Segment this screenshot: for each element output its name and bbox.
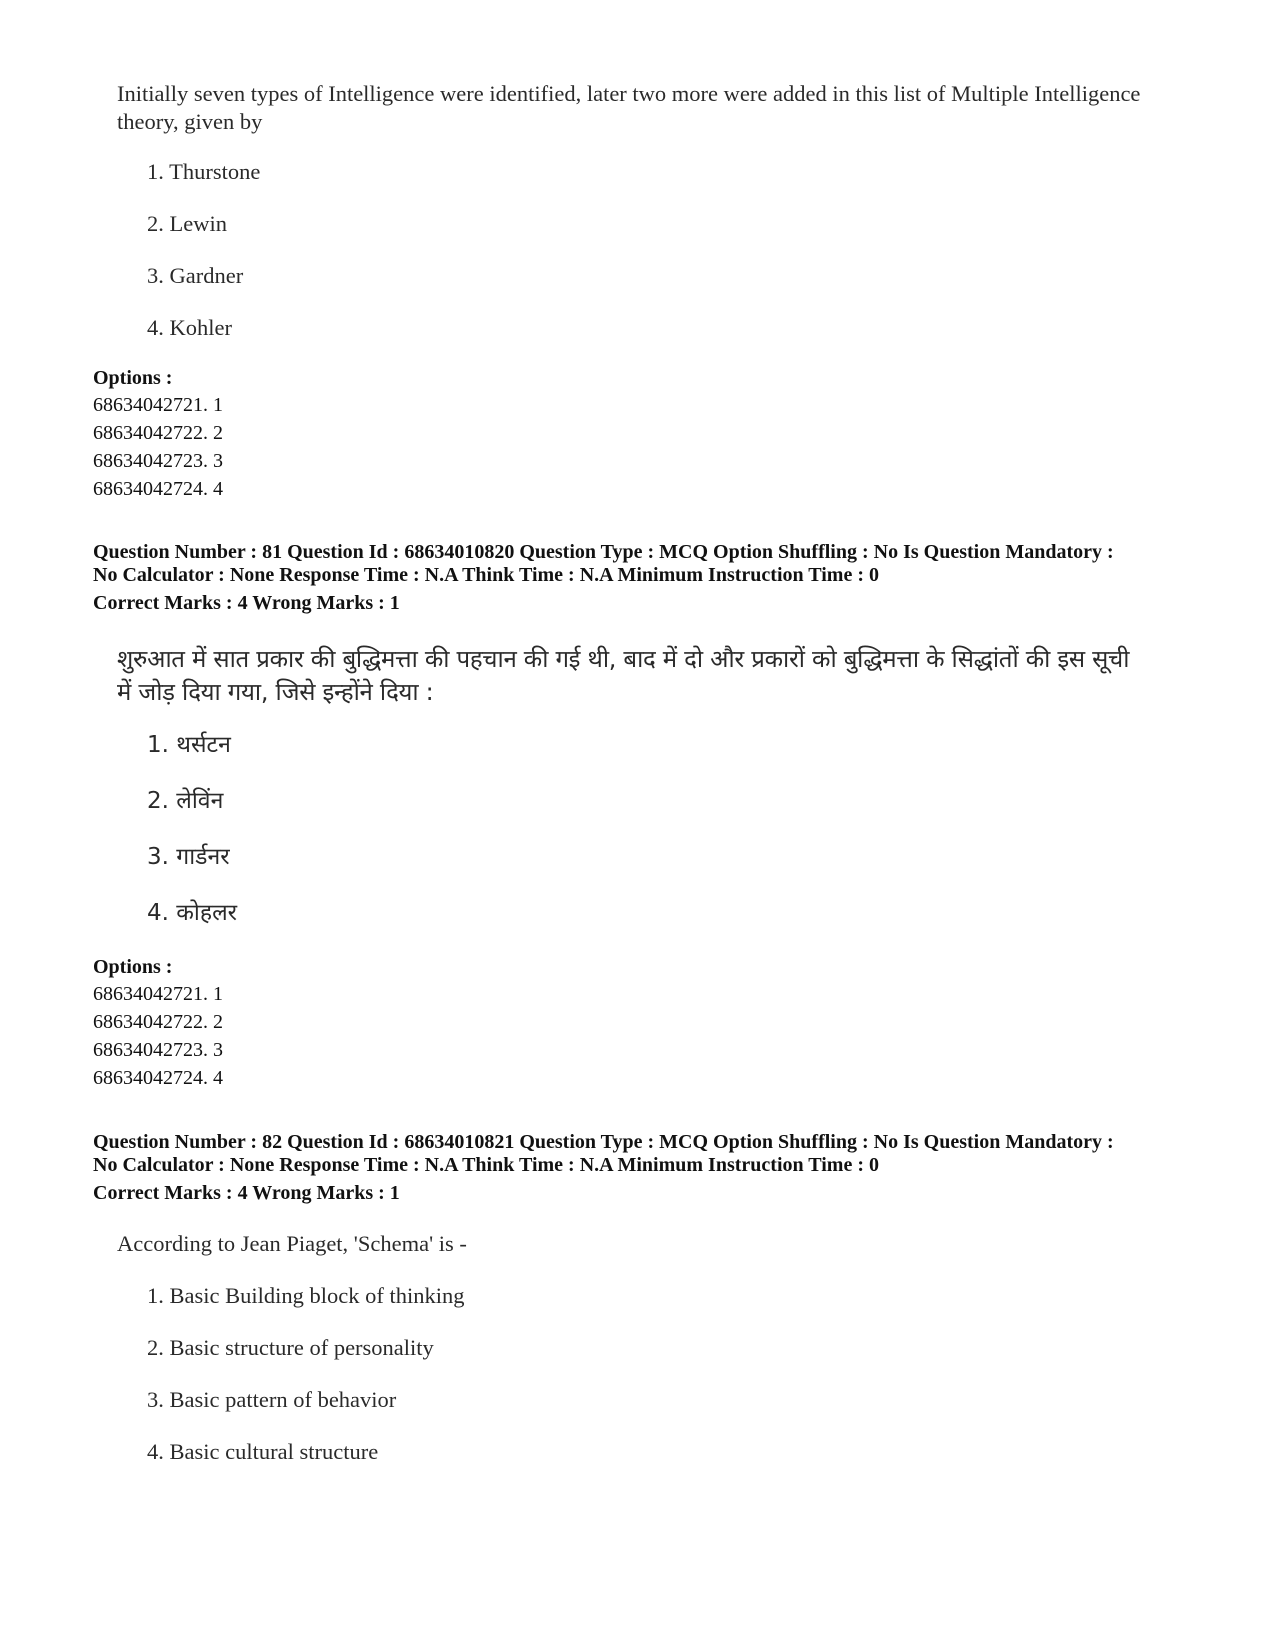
option-line: 68634042722. 2 [93,422,223,444]
question-81-meta-line-1: Question Number : 81 Question Id : 68634010820 Question Type : MCQ Option Shuffling : No Is Question Mandatory : [93,541,1114,563]
option-line: 68634042724. 4 [93,1067,223,1089]
choice-1: 1. Thurstone [147,159,261,184]
question-82-meta-line-1: Question Number : 82 Question Id : 68634010821 Question Type : MCQ Option Shuffling : No Is Question Mandatory : [93,1131,1114,1153]
option-line: 68634042723. 3 [93,450,223,472]
question-81-meta-line-2: No Calculator : None Response Time : N.A Think Time : N.A Minimum Instruction Time : 0 [93,564,879,586]
option-line: 68634042722. 2 [93,1011,223,1033]
question-82-marks: Correct Marks : 4 Wrong Marks : 1 [93,1182,400,1204]
question-82-meta-line-2: No Calculator : None Response Time : N.A Think Time : N.A Minimum Instruction Time : 0 [93,1154,879,1176]
choice-4: 4. Basic cultural structure [147,1439,379,1464]
question-81-marks: Correct Marks : 4 Wrong Marks : 1 [93,592,400,614]
question-81-hindi-line-2: में जोड़ दिया गया, जिसे इन्होंने दिया : [117,678,434,706]
options-label: Options : [93,956,173,978]
choice-1: 1. Basic Building block of thinking [147,1283,465,1308]
choice-4: 4. Kohler [147,315,232,340]
choice-2: 2. Lewin [147,211,227,236]
option-line: 68634042721. 1 [93,983,223,1005]
question-81-hindi-line-1: शुरुआत में सात प्रकार की बुद्धिमत्ता की पहचान की गई थी, बाद में दो और प्रकारों को बुद्धिमत्ता के सिद्धांतों की इस सूची [117,645,1130,673]
question-80-english-text: Initially seven types of Intelligence were identified, later two more were added in this list of Multiple Intelligence theory, given by [117,81,1141,134]
choice-2: 2. लेविंन [147,788,224,814]
option-line: 68634042723. 3 [93,1039,223,1061]
choice-3: 3. Gardner [147,263,244,288]
choice-2: 2. Basic structure of personality [147,1335,434,1360]
options-label: Options : [93,367,173,389]
choice-3: 3. गार्डनर [147,844,230,870]
choice-1: 1. थर्सटन [147,732,231,758]
question-82-text: According to Jean Piaget, 'Schema' is - [117,1231,467,1256]
choice-4: 4. कोहलर [147,900,238,926]
option-line: 68634042721. 1 [93,394,223,416]
option-line: 68634042724. 4 [93,478,223,500]
choice-3: 3. Basic pattern of behavior [147,1387,397,1412]
